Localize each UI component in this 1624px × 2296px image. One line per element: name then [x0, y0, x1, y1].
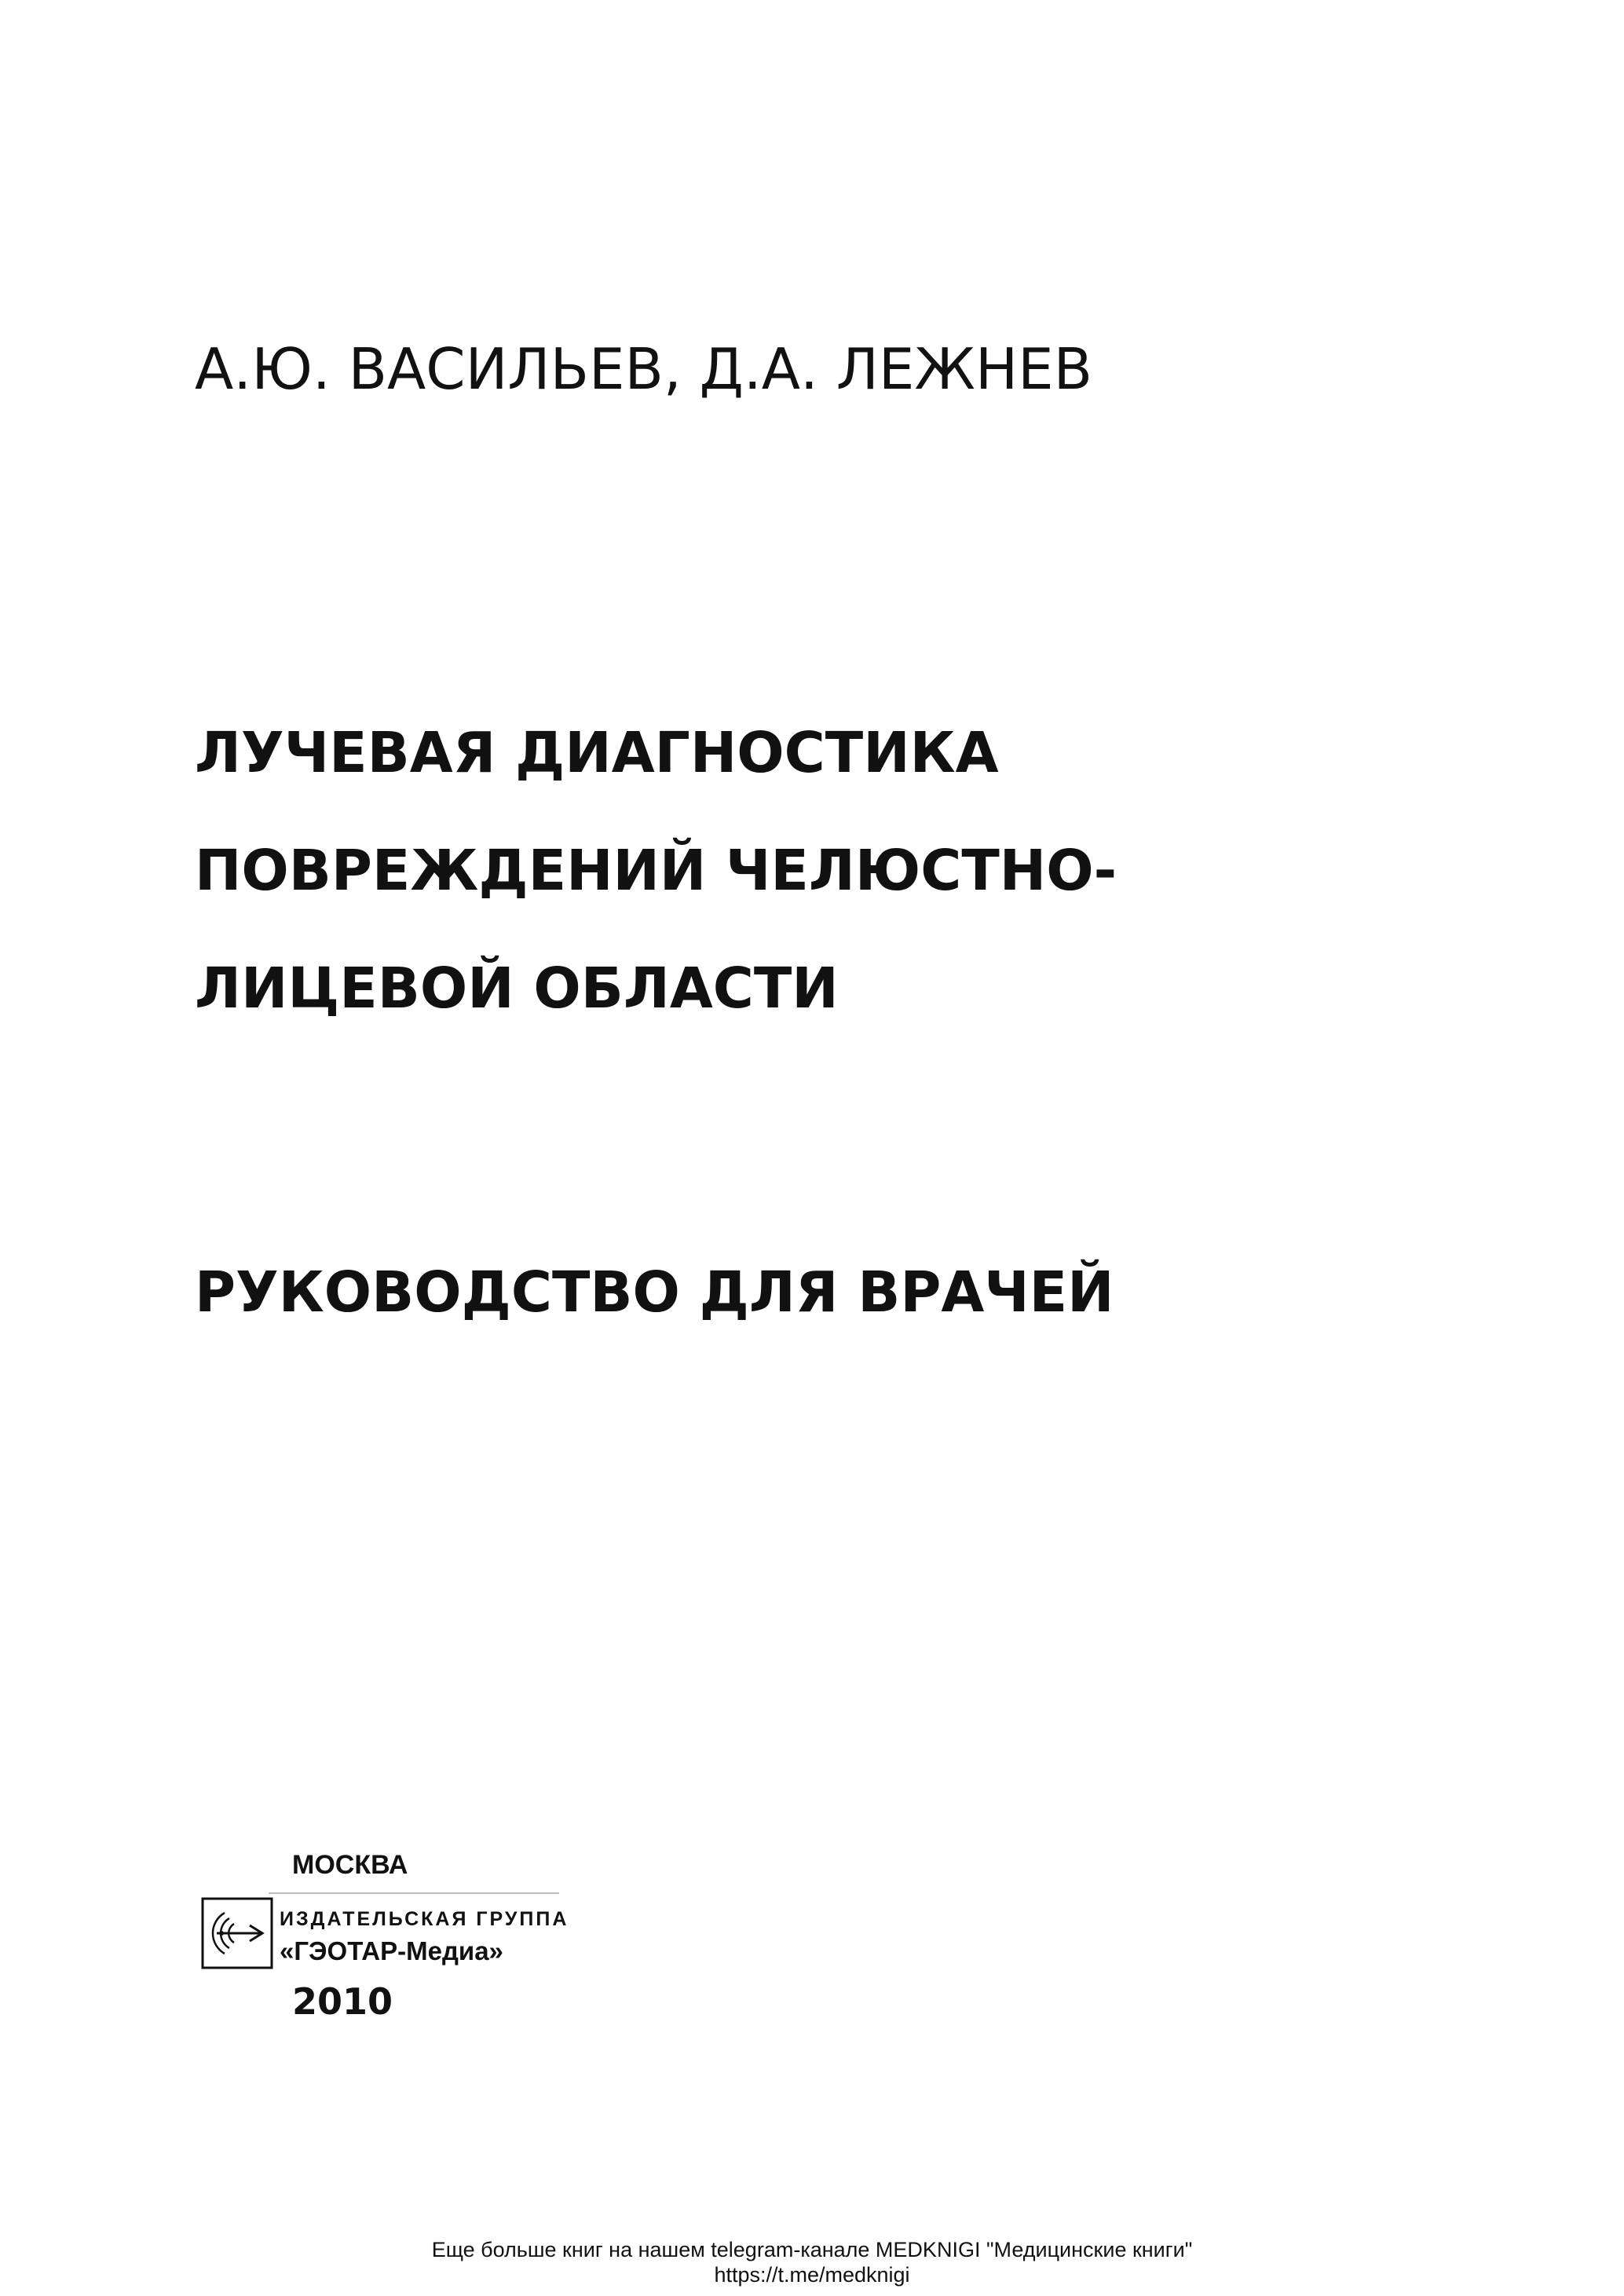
publisher-group-label: ИЗДАТЕЛЬСКАЯ ГРУППА [280, 1908, 569, 1930]
book-title-line-2: ПОВРЕЖДЕНИЙ ЧЕЛЮСТНО- [195, 838, 1117, 903]
book-title [195, 694, 1117, 1047]
geotar-logo-icon [201, 1897, 273, 1969]
book-subtitle: РУКОВОДСТВО ДЛЯ ВРАЧЕЙ [195, 1260, 1114, 1325]
publisher-divider [269, 1892, 559, 1894]
footer-notice: Еще больше книг на нашем telegram-канале MEDKNIGI "Медицинские книги" [431, 2238, 1193, 2261]
publisher-block [201, 1892, 569, 1974]
publisher-name: «ГЭОТАР-Медиа» [280, 1936, 503, 1965]
footer-link[interactable]: https://t.me/medknigi [714, 2263, 910, 2287]
publication-city: МОСКВА [292, 1850, 408, 1880]
authors: А.Ю. ВАСИЛЬЕВ, Д.А. ЛЕЖНЕВ [195, 336, 1092, 402]
book-title-line-1: ЛУЧЕВАЯ ДИАГНОСТИКА [195, 720, 999, 785]
publication-year: 2010 [292, 1980, 393, 2023]
book-title-line-3: ЛИЦЕВОЙ ОБЛАСТИ [195, 956, 839, 1021]
